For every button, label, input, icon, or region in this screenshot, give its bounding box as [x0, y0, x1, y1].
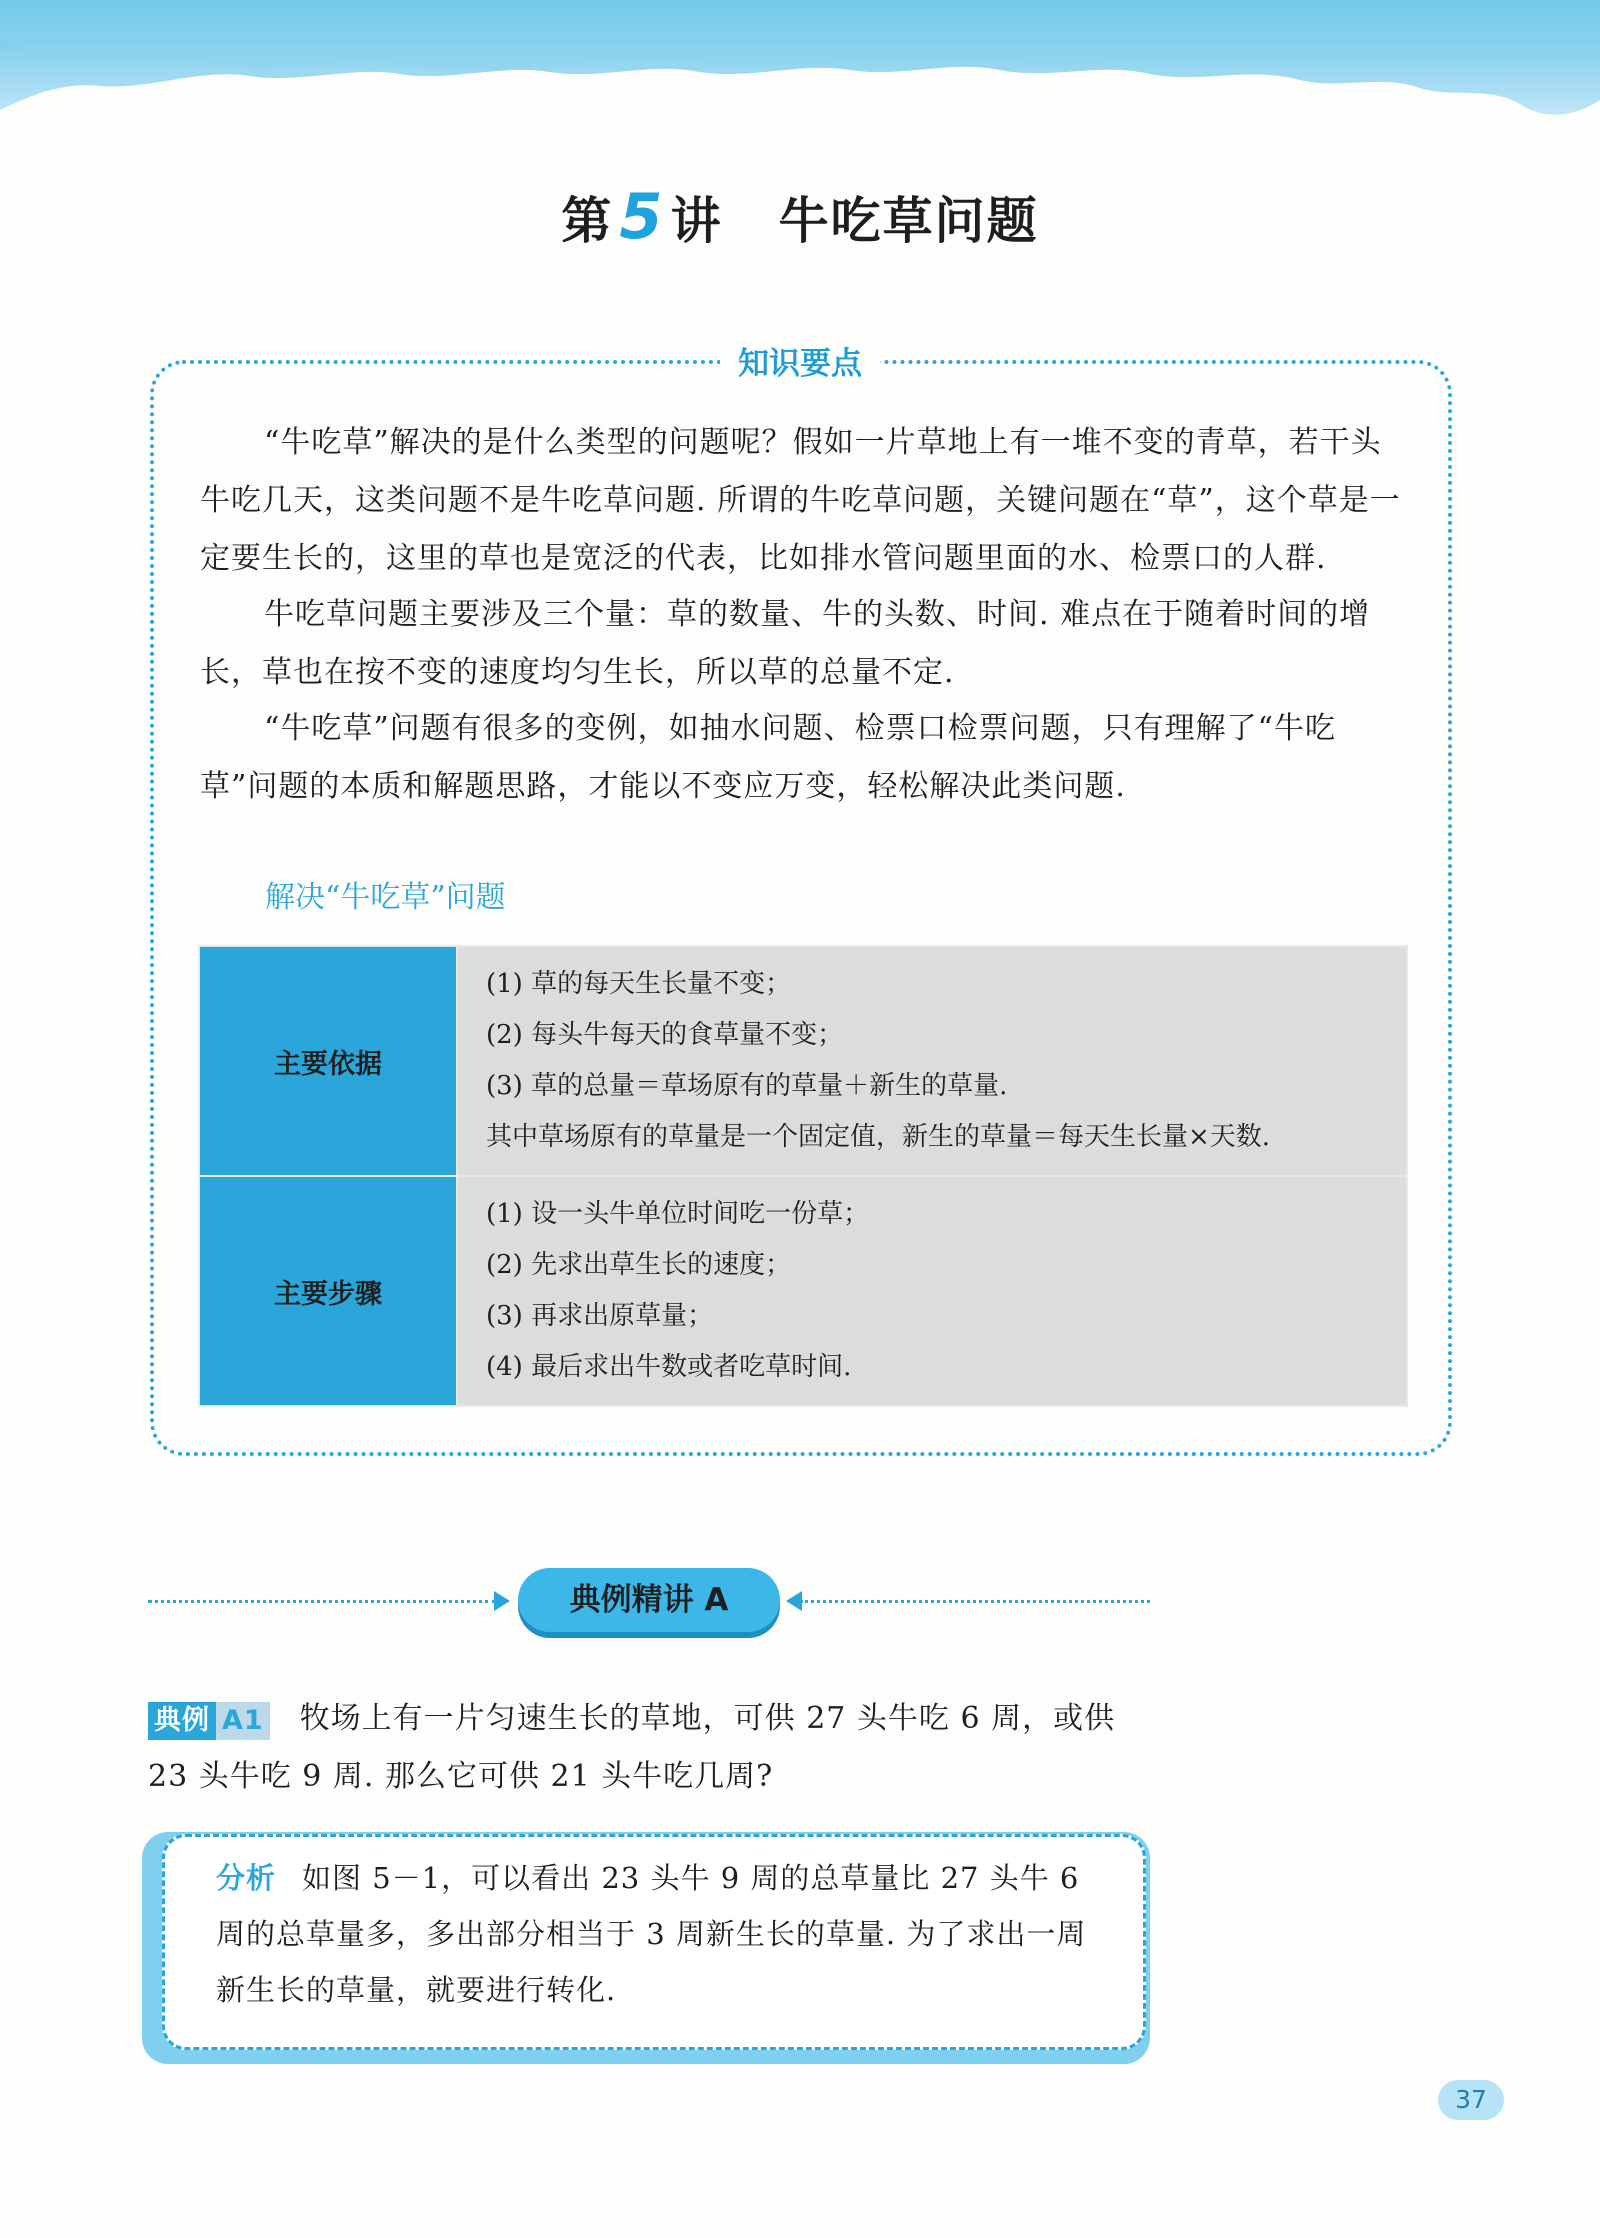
example-section-banner: 典例精讲 A	[518, 1568, 780, 1632]
example-badge	[148, 1701, 270, 1739]
knowledge-paragraph-3: “牛吃草”问题有很多的变例，如抽水问题、检票口检票问题，只有理解了“牛吃草”问题的本质和解题思路，才能以不变应万变，轻松解决此类问题.	[200, 711, 1337, 804]
example-badge-id: A1	[216, 1702, 270, 1740]
title-topic: 牛吃草问题	[778, 191, 1039, 250]
method-table	[198, 945, 1408, 1407]
table-line: (3) 草的总量＝草场原有的草量＋新生的草量.	[486, 1071, 1008, 1101]
analysis-label: 分析	[216, 1861, 277, 1895]
table-line: (1) 草的每天生长量不变；	[486, 969, 792, 999]
title-prefix: 第	[561, 191, 614, 250]
arrow-right-icon	[494, 1591, 510, 1611]
analysis-text	[216, 1850, 1116, 2018]
cloud-header-decoration	[0, 0, 1600, 150]
lecture-title	[0, 180, 1600, 253]
row-body-steps	[457, 1176, 1407, 1406]
example-problem-text: 牧场上有一片匀速生长的草地，可供 27 头牛吃 6 周，或供 23 头牛吃 9 周. 那么它可供 21 头牛吃几周?	[148, 1701, 1116, 1794]
page-number: 37	[1438, 2080, 1504, 2120]
example-problem	[148, 1690, 1158, 1806]
row-head-steps: 主要步骤	[199, 1176, 457, 1406]
table-line: 其中草场原有的草量是一个固定值，新生的草量＝每天生长量×天数.	[486, 1122, 1271, 1152]
knowledge-heading: 知识要点	[720, 338, 880, 383]
table-line: (3) 再求出原草量；	[486, 1301, 714, 1331]
table-subheading: 解决“牛吃草”问题	[265, 880, 506, 915]
divider-left	[148, 1600, 496, 1603]
analysis-body: 如图 5－1，可以看出 23 头牛 9 周的总草量比 27 头牛 6 周的总草量多，多出部分相当于 3 周新生长的草量. 为了求出一周新生长的草量，就要进行转化.	[216, 1861, 1087, 2007]
title-suffix: 讲	[670, 191, 723, 250]
divider-right	[800, 1600, 1150, 1603]
table-line: (1) 设一头牛单位时间吃一份草；	[486, 1199, 870, 1229]
knowledge-paragraph-2: 牛吃草问题主要涉及三个量：草的数量、牛的头数、时间. 难点在于随着时间的增长，草也在按不变的速度均匀生长，所以草的总量不定.	[200, 597, 1371, 690]
row-body-basis	[457, 946, 1407, 1176]
row-head-basis: 主要依据	[199, 946, 457, 1176]
table-line: (2) 先求出草生长的速度；	[486, 1250, 792, 1280]
table-row	[199, 946, 1407, 1176]
table-row	[199, 1176, 1407, 1406]
table-line: (2) 每头牛每天的食草量不变；	[486, 1020, 844, 1050]
knowledge-paragraph-1: “牛吃草”解决的是什么类型的问题呢？假如一片草地上有一堆不变的青草，若干头牛吃几天，这类问题不是牛吃草问题. 所谓的牛吃草问题，关键问题在“草”，这个草是一定要生长的，这里的草也是宽泛的代表，比如排水管问题里面的水、检票口的人群.	[200, 425, 1401, 576]
lecture-number: 5	[619, 180, 665, 253]
example-badge-label: 典例	[148, 1702, 216, 1740]
table-line: (4) 最后求出牛数或者吃草时间.	[486, 1352, 852, 1382]
